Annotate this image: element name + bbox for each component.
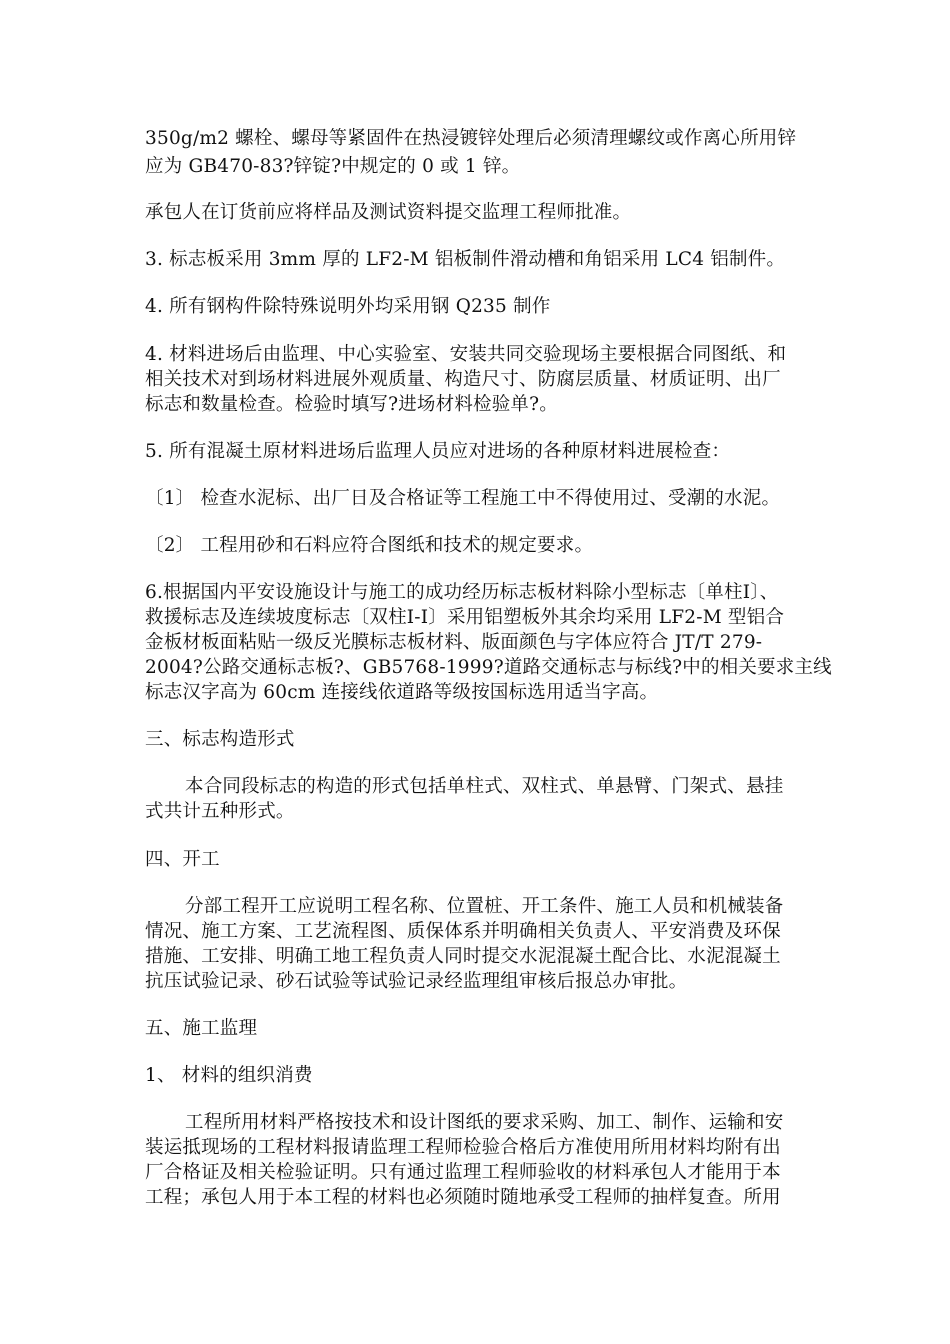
text-line: 标志汉字高为 60cm 连接线依道路等级按国标选用适当字高。 (145, 682, 659, 703)
text-line: 5. 所有混凝土原材料进场后监理人员应对进场的各种原材料进展检查： (145, 441, 731, 462)
text-line: 工程所用材料严格按技术和设计图纸的要求采购、加工、制作、运输和安 (185, 1112, 784, 1133)
section-heading: 三、标志构造形式 (145, 729, 295, 750)
text-line: 措施、工安排、明确工地工程负责人同时提交水泥混凝土配合比、水泥混凝土 (145, 946, 781, 967)
text-line: 厂合格证及相关检验证明。只有通过监理工程师验收的材料承包人才能用于本 (145, 1162, 781, 1183)
text-line: 相关技术对到场材料进展外观质量、构造尺寸、防腐层质量、材质证明、出厂 (145, 369, 781, 390)
text-line: 4. 所有钢构件除特殊说明外均采用钢 Q235 制作 (145, 296, 551, 317)
text-line: 金板材板面粘贴一级反光膜标志板材料、版面颜色与字体应符合 JT/T 279- (145, 632, 763, 653)
subsection-heading: 1、 材料的组织消费 (145, 1065, 313, 1086)
text-line: 应为 GB470-83?锌锭?中规定的 0 或 1 锌。 (145, 156, 521, 177)
text-line: 350g/m2 螺栓、螺母等紧固件在热浸镀锌处理后必须清理螺纹或作离心所用锌 (145, 128, 797, 149)
text-line: 标志和数量检查。检验时填写?进场材料检验单?。 (145, 394, 558, 415)
section-heading: 五、施工监理 (145, 1018, 258, 1039)
section-heading: 四、开工 (145, 849, 220, 870)
text-line: 〔1〕 检查水泥标、出厂日及合格证等工程施工中不得使用过、受潮的水泥。 (145, 488, 781, 509)
text-line: 〔2〕 工程用砂和石料应符合图纸和技术的规定要求。 (145, 535, 594, 556)
text-line: 救援标志及连续坡度标志〔双柱Ⅰ-Ⅰ〕采用铝塑板外其余均采用 LF2-M 型铝合 (145, 607, 785, 628)
text-line: 分部工程开工应说明工程名称、位置桩、开工条件、施工人员和机械装备 (185, 896, 784, 917)
text-line: 2004?公路交通标志板?、GB5768-1999?道路交通标志与标线?中的相关要求主线 (145, 657, 832, 678)
text-line: 承包人在订货前应将样品及测试资料提交监理工程师批准。 (145, 202, 632, 223)
text-line: 式共计五种形式。 (145, 801, 295, 822)
text-line: 本合同段标志的构造的形式包括单柱式、双柱式、单悬臂、门架式、悬挂 (185, 776, 784, 797)
text-line: 4. 材料进场后由监理、中心实验室、安装共同交验现场主要根据合同图纸、和 (145, 344, 787, 365)
text-line: 6.根据国内平安设施设计与施工的成功经历标志板材料除小型标志〔单柱Ⅰ〕、 (145, 582, 779, 603)
text-line: 装运抵现场的工程材料报请监理工程师检验合格后方准使用所用材料均附有出 (145, 1137, 781, 1158)
text-line: 情况、施工方案、工艺流程图、质保体系并明确相关负责人、平安消费及环保 (145, 921, 781, 942)
text-line: 抗压试验记录、砂石试验等试验记录经监理组审核后报总办审批。 (145, 971, 688, 992)
text-line: 工程；承包人用于本工程的材料也必须随时随地承受工程师的抽样复查。所用 (145, 1187, 781, 1208)
text-line: 3. 标志板采用 3mm 厚的 LF2-M 铝板制件滑动槽和角铝采用 LC4 铝制件。 (145, 249, 786, 270)
